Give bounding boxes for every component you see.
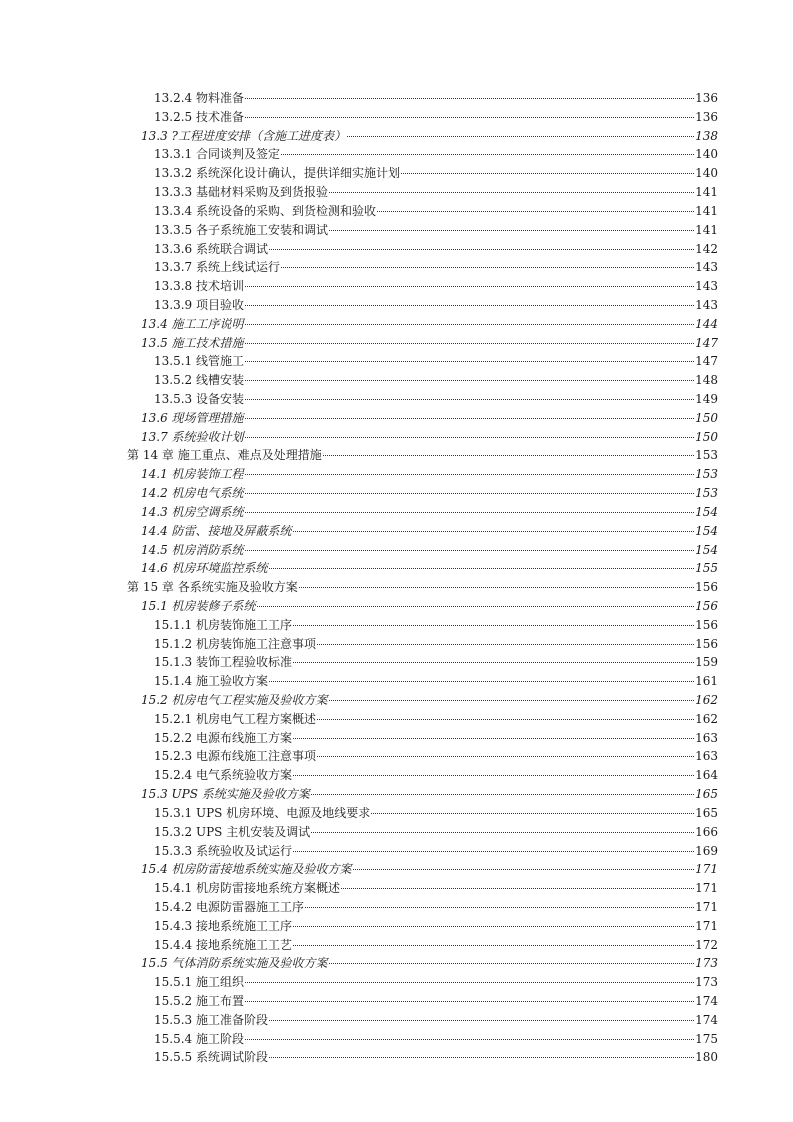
toc-entry-page: 162 — [695, 711, 718, 726]
toc-entry[interactable] — [127, 484, 718, 503]
toc-entry[interactable] — [127, 1030, 718, 1049]
dot-leader — [245, 418, 695, 419]
dot-leader — [293, 926, 694, 927]
toc-entry-page: 180 — [695, 1050, 718, 1065]
dot-leader — [245, 982, 694, 983]
dot-leader — [281, 267, 694, 268]
toc-entry-page: 162 — [695, 693, 718, 707]
toc-entry-page: 153 — [695, 448, 718, 463]
toc-entry-page: 147 — [695, 335, 718, 350]
dot-leader — [269, 1057, 694, 1058]
toc-entry[interactable] — [127, 954, 718, 973]
toc-entry[interactable] — [127, 334, 718, 353]
toc-entry[interactable] — [127, 578, 718, 597]
toc-entry[interactable] — [127, 823, 718, 842]
toc-entry[interactable] — [127, 597, 718, 616]
toc-entry[interactable] — [127, 860, 718, 879]
toc-entry-title: 15.1 机房装修子系统 — [141, 598, 256, 613]
dot-leader — [257, 606, 695, 607]
toc-entry-page: 171 — [695, 862, 718, 877]
toc-entry-title: 15.3.1 UPS 机房环境、电源及地线要求 — [154, 805, 371, 820]
dot-leader — [269, 568, 695, 569]
toc-entry-title: 第 15 章 各系统实施及验收方案 — [127, 580, 298, 595]
dot-leader — [245, 512, 695, 513]
dot-leader — [401, 173, 694, 174]
toc-entry[interactable] — [127, 108, 718, 127]
toc-entry-title: 15.2.1 机房电气工程方案概述 — [154, 711, 316, 726]
toc-entry[interactable] — [127, 747, 718, 766]
dot-leader — [293, 738, 694, 739]
toc-entry-page: 143 — [695, 260, 718, 275]
toc-entry[interactable] — [127, 352, 718, 371]
toc-entry-page: 141 — [695, 222, 718, 237]
toc-entry[interactable] — [127, 635, 718, 654]
dot-leader — [245, 1039, 694, 1040]
toc-entry-title: 13.3.8 技术培训 — [154, 279, 244, 294]
toc-entry-title: 15.1.2 机房装饰施工注意事项 — [154, 636, 316, 651]
toc-entry-title: 13.3.7 系统上线试运行 — [154, 260, 280, 275]
dot-leader — [245, 117, 694, 118]
toc-entry-title: 15.1.3 装饰工程验收标准 — [154, 655, 292, 670]
toc-entry-title: 13.3 ?工程进度安排（含施工进度表） — [141, 128, 346, 143]
toc-entry[interactable] — [127, 522, 718, 541]
toc-entry-title: 15.2.3 电源布线施工注意事项 — [154, 749, 316, 764]
toc-entry-title: 15.5.5 系统调试阶段 — [154, 1050, 268, 1065]
dot-leader — [269, 249, 694, 250]
dot-leader — [329, 230, 694, 231]
toc-entry-title: 13.3.1 合同谈判及签定 — [154, 147, 280, 162]
toc-entry-page: 150 — [695, 429, 718, 444]
toc-entry-page: 136 — [695, 91, 718, 105]
toc-entry-title: 15.5.3 施工准备阶段 — [154, 1012, 268, 1027]
toc-entry[interactable] — [127, 691, 718, 710]
dot-leader — [281, 154, 694, 155]
dot-leader — [293, 945, 694, 946]
toc-entry[interactable] — [127, 973, 718, 992]
toc-entry-title: 15.2 机房电气工程实施及验收方案 — [141, 693, 328, 707]
toc-entry-title: 14.4 防雷、接地及屏蔽系统 — [141, 523, 292, 538]
toc-entry-title: 15.1.1 机房装饰施工工序 — [154, 617, 292, 632]
toc-entry[interactable] — [127, 296, 718, 315]
toc-entry-title: 13.5.3 设备安装 — [154, 392, 244, 406]
dot-leader — [305, 907, 694, 908]
toc-entry[interactable] — [127, 559, 718, 578]
dot-leader — [317, 644, 694, 645]
toc-entry-page: 140 — [695, 147, 718, 162]
toc-entry-title: 15.5 气体消防系统实施及验收方案 — [141, 956, 328, 971]
toc-entry[interactable] — [127, 164, 718, 183]
dot-leader — [293, 775, 694, 776]
toc-entry-page: 159 — [695, 655, 718, 670]
toc-entry-page: 165 — [695, 787, 718, 802]
toc-entry[interactable] — [127, 541, 718, 560]
toc-entry[interactable] — [127, 258, 718, 277]
toc-entry-page: 150 — [695, 410, 718, 425]
toc-entry[interactable] — [127, 917, 718, 936]
toc-entry-page: 163 — [695, 730, 718, 745]
toc-entry-title: 13.3.3 基础材料采购及到货报验 — [154, 185, 328, 200]
dot-leader — [245, 98, 694, 99]
toc-entry-page: 155 — [695, 561, 718, 576]
toc-entry-page: 143 — [695, 297, 718, 312]
toc-entry[interactable] — [127, 240, 718, 259]
dot-leader — [269, 1020, 694, 1021]
toc-entry[interactable] — [127, 729, 718, 748]
toc-entry-title: 15.3 UPS 系统实施及验收方案 — [141, 787, 310, 802]
toc-entry-title: 13.3.9 项目验收 — [154, 297, 244, 312]
dot-leader — [329, 963, 695, 964]
toc-entry-page: 169 — [695, 843, 718, 858]
table-of-contents — [127, 89, 718, 1067]
toc-entry-page: 172 — [695, 937, 718, 952]
dot-leader — [293, 851, 694, 852]
toc-entry-page: 153 — [695, 486, 718, 501]
toc-entry-page: 171 — [695, 918, 718, 933]
toc-entry-title: 13.3.5 各子系统施工安装和调试 — [154, 222, 328, 237]
dot-leader — [371, 813, 694, 814]
toc-entry[interactable] — [127, 89, 718, 108]
dot-leader — [245, 286, 694, 287]
toc-entry-title: 14.3 机房空调系统 — [141, 504, 244, 519]
toc-entry-page: 174 — [695, 994, 718, 1008]
toc-entry[interactable] — [127, 371, 718, 390]
toc-entry[interactable] — [127, 710, 718, 729]
toc-entry-title: 15.4 机房防雷接地系统实施及验收方案 — [141, 862, 352, 877]
toc-entry-page: 156 — [695, 598, 718, 613]
dot-leader — [347, 136, 694, 137]
dot-leader — [341, 888, 694, 889]
toc-entry-title: 15.4.4 接地系统施工工艺 — [154, 937, 292, 952]
toc-entry-title: 13.4 施工工序说明 — [141, 316, 244, 331]
toc-entry-title: 13.3.6 系统联合调试 — [154, 241, 268, 256]
dot-leader — [269, 681, 694, 682]
toc-entry-page: 156 — [695, 636, 718, 651]
toc-entry-title: 13.2.4 物料准备 — [154, 91, 244, 105]
toc-entry-page: 138 — [695, 128, 718, 143]
toc-entry[interactable] — [127, 409, 718, 428]
toc-entry-page: 143 — [695, 279, 718, 294]
toc-entry[interactable] — [127, 1011, 718, 1030]
toc-entry-title: 13.2.5 技术准备 — [154, 109, 244, 124]
toc-entry-title: 14.1 机房装饰工程 — [141, 467, 244, 482]
dot-leader — [323, 455, 694, 456]
toc-entry-title: 14.2 机房电气系统 — [141, 486, 244, 501]
toc-entry[interactable] — [127, 202, 718, 221]
dot-leader — [317, 719, 694, 720]
toc-entry[interactable] — [127, 390, 718, 409]
toc-entry-title: 15.5.4 施工阶段 — [154, 1031, 244, 1046]
toc-entry-title: 13.6 现场管理措施 — [141, 410, 244, 425]
dot-leader — [311, 832, 694, 833]
toc-entry[interactable] — [127, 842, 718, 861]
dot-leader — [245, 361, 694, 362]
toc-entry-title: 13.5 施工技术措施 — [141, 335, 244, 350]
dot-leader — [245, 324, 695, 325]
toc-entry-title: 14.5 机房消防系统 — [141, 542, 244, 557]
toc-entry-title: 15.3.2 UPS 主机安装及调试 — [154, 824, 311, 839]
toc-entry-page: 154 — [695, 542, 718, 557]
toc-entry-page: 144 — [695, 316, 718, 331]
toc-entry-page: 154 — [695, 523, 718, 538]
toc-entry-page: 161 — [695, 674, 718, 689]
toc-entry-title: 15.4.2 电源防雷器施工工序 — [154, 899, 304, 914]
dot-leader — [245, 474, 695, 475]
dot-leader — [245, 380, 694, 381]
toc-entry-page: 174 — [695, 1012, 718, 1027]
toc-entry-page: 140 — [695, 166, 718, 181]
toc-entry-page: 154 — [695, 504, 718, 519]
toc-entry-title: 15.4.3 接地系统施工工序 — [154, 918, 292, 933]
dot-leader — [293, 625, 694, 626]
toc-entry-page: 141 — [695, 203, 718, 218]
toc-entry[interactable] — [127, 898, 718, 917]
toc-entry-title: 13.5.1 线管施工 — [154, 354, 244, 369]
toc-entry[interactable] — [127, 804, 718, 823]
dot-leader — [245, 493, 695, 494]
toc-entry[interactable] — [127, 221, 718, 240]
dot-leader — [245, 343, 695, 344]
dot-leader — [377, 211, 694, 212]
dot-leader — [245, 399, 694, 400]
toc-entry-title: 13.5.2 线槽安装 — [154, 373, 244, 388]
toc-entry[interactable] — [127, 616, 718, 635]
toc-entry-page: 156 — [695, 617, 718, 632]
toc-entry-title: 15.2.2 电源布线施工方案 — [154, 730, 292, 745]
toc-entry-title: 15.4.1 机房防雷接地系统方案概述 — [154, 881, 340, 896]
toc-entry-page: 149 — [695, 392, 718, 406]
dot-leader — [245, 550, 695, 551]
dot-leader — [245, 1001, 694, 1002]
toc-entry[interactable] — [127, 672, 718, 691]
toc-entry-title: 15.2.4 电气系统验收方案 — [154, 768, 292, 783]
toc-entry-page: 142 — [695, 241, 718, 256]
toc-entry[interactable] — [127, 766, 718, 785]
dot-leader — [317, 756, 694, 757]
toc-entry[interactable] — [127, 465, 718, 484]
toc-entry-page: 166 — [695, 824, 718, 839]
toc-entry[interactable] — [127, 183, 718, 202]
toc-entry-title: 13.3.2 系统深化设计确认，提供详细实施计划 — [154, 166, 400, 181]
toc-entry[interactable] — [127, 127, 718, 146]
toc-entry-page: 173 — [695, 956, 718, 971]
dot-leader — [311, 794, 694, 795]
toc-entry-title: 15.1.4 施工验收方案 — [154, 674, 268, 689]
toc-entry[interactable] — [127, 315, 718, 334]
toc-entry-title: 14.6 机房环境监控系统 — [141, 561, 268, 576]
toc-entry-page: 153 — [695, 467, 718, 482]
dot-leader — [353, 869, 695, 870]
toc-entry-title: 13.3.4 系统设备的采购、到货检测和验收 — [154, 203, 376, 218]
dot-leader — [299, 587, 694, 588]
toc-entry[interactable] — [127, 1048, 718, 1067]
toc-entry-title: 15.5.1 施工组织 — [154, 975, 244, 990]
toc-entry[interactable] — [127, 992, 718, 1011]
toc-entry-title: 15.5.2 施工布置 — [154, 994, 244, 1008]
toc-entry-page: 171 — [695, 899, 718, 914]
toc-entry-page: 163 — [695, 749, 718, 764]
toc-entry-page: 173 — [695, 975, 718, 990]
toc-entry-page: 171 — [695, 881, 718, 896]
toc-entry-page: 147 — [695, 354, 718, 369]
toc-entry-page: 141 — [695, 185, 718, 200]
toc-entry[interactable] — [127, 446, 718, 465]
toc-entry[interactable] — [127, 785, 718, 804]
toc-entry-page: 148 — [695, 373, 718, 388]
toc-entry-page: 175 — [695, 1031, 718, 1046]
toc-entry-title: 13.7 系统验收计划 — [141, 429, 244, 444]
toc-entry-page: 165 — [695, 805, 718, 820]
toc-entry-page: 136 — [695, 109, 718, 124]
dot-leader — [245, 437, 695, 438]
dot-leader — [329, 192, 694, 193]
toc-entry[interactable] — [127, 145, 718, 164]
toc-entry[interactable] — [127, 879, 718, 898]
dot-leader — [329, 700, 695, 701]
toc-entry[interactable] — [127, 428, 718, 447]
dot-leader — [245, 305, 694, 306]
toc-entry[interactable] — [127, 936, 718, 955]
toc-entry[interactable] — [127, 503, 718, 522]
toc-entry-title: 15.3.3 系统验收及试运行 — [154, 843, 292, 858]
dot-leader — [293, 531, 695, 532]
toc-entry-title: 第 14 章 施工重点、难点及处理措施 — [127, 448, 322, 463]
dot-leader — [293, 662, 694, 663]
toc-entry[interactable] — [127, 653, 718, 672]
toc-entry-page: 156 — [695, 580, 718, 595]
toc-entry[interactable] — [127, 277, 718, 296]
toc-entry-page: 164 — [695, 768, 718, 783]
